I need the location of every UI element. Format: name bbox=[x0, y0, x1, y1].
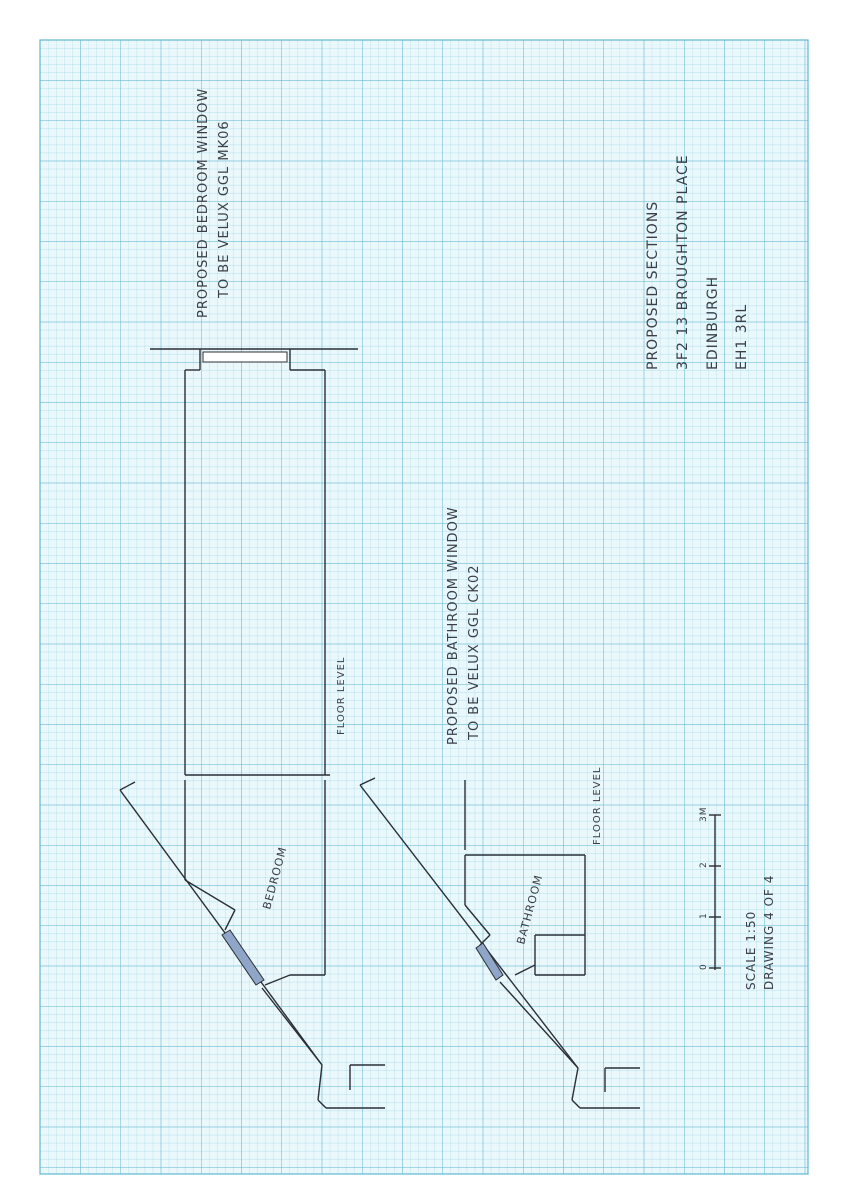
bedroom-window-note-line1: PROPOSED BEDROOM WINDOW bbox=[196, 87, 211, 318]
floor-level-label-upper: FLOOR LEVEL bbox=[336, 656, 347, 735]
scale-text: SCALE 1:50 bbox=[744, 910, 758, 990]
scale-tick-0: 0 bbox=[699, 963, 709, 970]
floor-level-label-lower: FLOOR LEVEL bbox=[592, 766, 603, 845]
title-line-4: EH1 3RL bbox=[734, 303, 750, 370]
scale-tick-1: 1 bbox=[699, 912, 709, 919]
scale-tick-2: 2 bbox=[699, 861, 709, 868]
bathroom-window-note-line1: PROPOSED BATHROOM WINDOW bbox=[446, 506, 461, 745]
title-line-2: 3F2 13 BROUGHTON PLACE bbox=[675, 154, 691, 370]
title-line-1: PROPOSED SECTIONS bbox=[645, 200, 661, 370]
graph-paper-grid bbox=[40, 40, 808, 1174]
scale-tick-3m: 3M bbox=[699, 806, 709, 822]
title-line-3: EDINBURGH bbox=[705, 275, 721, 370]
bathroom-room-label: BATHROOM bbox=[514, 873, 546, 946]
bedroom-window-note-line2: TO BE VELUX GGL MK06 bbox=[217, 120, 232, 298]
bedroom-window-top-frame bbox=[203, 352, 287, 362]
drawing-number-text: DRAWING 4 OF 4 bbox=[762, 874, 776, 990]
bedroom-room-label: BEDROOM bbox=[260, 845, 290, 911]
bathroom-window-note-line2: TO BE VELUX GGL CK02 bbox=[467, 564, 482, 740]
